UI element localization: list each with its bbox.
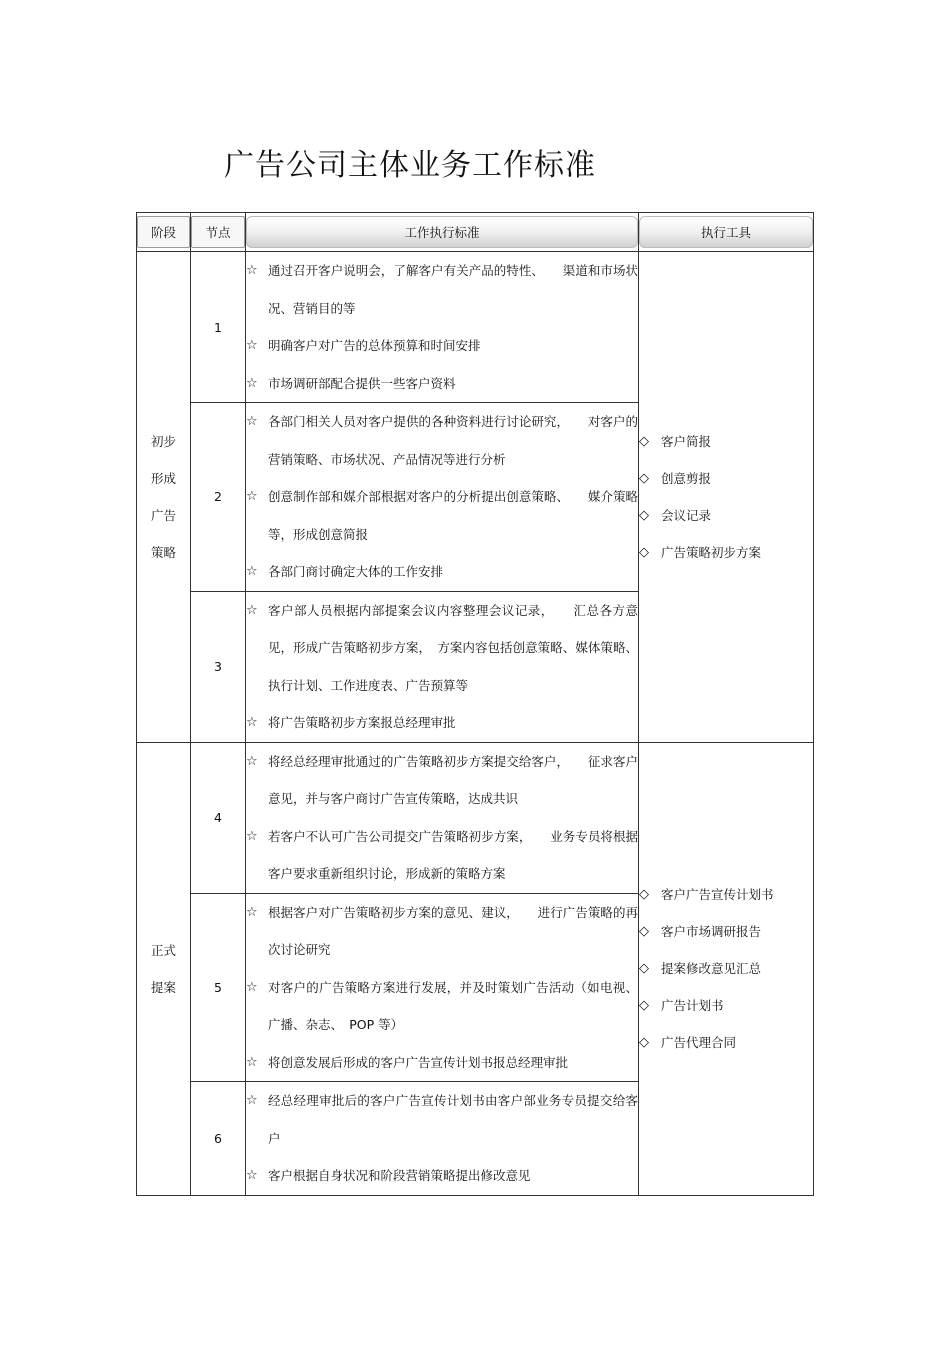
stage-label-line: 初步 <box>150 433 176 449</box>
table-row <box>137 252 814 403</box>
standard-cell <box>246 252 639 403</box>
page-title-text: 广告公司主体业务工作标准 <box>224 148 596 183</box>
header-standard: 工作执行标准 <box>246 213 639 252</box>
diamond-icon: ◇ <box>639 544 649 560</box>
node-number: 2 <box>191 403 246 592</box>
standard-item <box>246 327 638 365</box>
standard-item <box>246 403 638 478</box>
tool-item <box>639 423 813 460</box>
standard-item <box>246 478 638 553</box>
table-header-row <box>137 213 814 252</box>
standard-item-text: 根据客户对广告策略初步方案的意见、建议， 进行广告策略的再次讨论研究 <box>268 904 638 957</box>
star-icon: ☆ <box>246 1093 258 1108</box>
tool-item-text: 广告代理合同 <box>661 1035 737 1050</box>
tools-cell <box>639 252 814 743</box>
stage-label-line: 策略 <box>150 544 176 560</box>
standard-item <box>246 365 638 403</box>
tool-item <box>639 987 813 1024</box>
standard-cell <box>246 893 639 1082</box>
standard-item <box>246 969 638 1044</box>
standard-item-text: 将创意发展后形成的客户广告宣传计划书报总经理审批 <box>268 1054 569 1070</box>
diamond-icon: ◇ <box>639 507 649 523</box>
stage-label-line: 形成 <box>150 470 176 486</box>
page-title <box>0 140 950 184</box>
standard-item <box>246 743 638 818</box>
star-icon: ☆ <box>246 904 258 920</box>
diamond-icon: ◇ <box>639 433 649 449</box>
standard-item-text: 客户根据自身状况和阶段营销策略提出修改意见 <box>268 1168 531 1183</box>
stage-label-line: 广告 <box>150 507 176 523</box>
tool-item <box>639 876 813 913</box>
diamond-icon: ◇ <box>639 924 649 939</box>
stage-cell <box>137 252 191 743</box>
standard-item-text: 将广告策略初步方案报总经理审批 <box>268 715 456 730</box>
table-row <box>137 742 814 893</box>
star-icon: ☆ <box>246 414 258 429</box>
standard-cell <box>246 1082 639 1196</box>
star-icon: ☆ <box>246 979 258 995</box>
star-icon: ☆ <box>246 338 258 353</box>
star-icon: ☆ <box>246 753 258 769</box>
star-icon: ☆ <box>246 1054 258 1070</box>
tool-item-text: 提案修改意见汇总 <box>661 961 762 976</box>
standard-cell <box>246 403 639 592</box>
tool-item <box>639 950 813 987</box>
node-number: 3 <box>191 591 246 742</box>
standard-item <box>246 1157 638 1195</box>
standard-item <box>246 1044 638 1082</box>
standard-item-text: 若客户不认可广告公司提交广告策略初步方案， 业务专员将根据客户要求重新组织讨论，形成新的策略方案 <box>268 828 638 881</box>
standard-item <box>246 252 638 327</box>
standard-item-text: 市场调研部配合提供一些客户资料 <box>268 375 456 391</box>
tool-item-text: 客户广告宣传计划书 <box>661 887 774 902</box>
standard-item-text: 各部门商讨确定大体的工作安排 <box>268 564 444 579</box>
tool-item <box>639 1024 813 1061</box>
star-icon: ☆ <box>246 1168 258 1183</box>
standard-item-text: 明确客户对广告的总体预算和时间安排 <box>268 338 481 353</box>
node-number: 1 <box>191 252 246 403</box>
tool-item-text: 广告策略初步方案 <box>661 544 762 560</box>
stage-label-line: 提案 <box>150 979 176 995</box>
standard-item-text: 对客户的广告策略方案进行发展，并及时策划广告活动（如电视、广播、杂志、 POP 等） <box>268 979 638 1032</box>
tool-item <box>639 460 813 497</box>
standard-item-text: 通过召开客户说明会，了解客户有关产品的特性、 渠道和市场状况、营销目的等 <box>268 263 638 316</box>
standard-item <box>246 1082 638 1157</box>
standard-item-text: 将经总经理审批通过的广告策略初步方案提交给客户， 征求客户意见，并与客户商讨广告宣传策略，达成共识 <box>268 753 638 806</box>
star-icon: ☆ <box>246 375 258 391</box>
standard-item-text: 创意制作部和媒介部根据对客户的分析提出创意策略、 媒介策略等，形成创意简报 <box>268 489 638 542</box>
tool-item <box>639 497 813 534</box>
node-number: 4 <box>191 742 246 893</box>
standard-item-text: 客户部人员根据内部提案会议内容整理会议记录， 汇总各方意见，形成广告策略初步方案， 方案内容包括创意策略、媒体策略、执行计划、工作进度表、广告预算等 <box>268 602 638 693</box>
tools-cell <box>639 742 814 1195</box>
node-number: 5 <box>191 893 246 1082</box>
standard-cell <box>246 742 639 893</box>
diamond-icon: ◇ <box>639 998 649 1013</box>
star-icon: ☆ <box>246 828 258 844</box>
star-icon: ☆ <box>246 602 258 618</box>
diamond-icon: ◇ <box>639 887 649 902</box>
stage-label-line: 正式 <box>150 942 176 958</box>
star-icon: ☆ <box>246 263 258 278</box>
header-stage: 阶段 <box>137 213 191 252</box>
header-tools: 执行工具 <box>639 213 814 252</box>
standards-table <box>136 212 814 1196</box>
star-icon: ☆ <box>246 564 258 579</box>
standard-cell <box>246 591 639 742</box>
standard-item <box>246 818 638 893</box>
tool-item-text: 会议记录 <box>661 507 712 523</box>
stage-cell <box>137 742 191 1195</box>
diamond-icon: ◇ <box>639 961 649 976</box>
star-icon: ☆ <box>246 489 258 504</box>
diamond-icon: ◇ <box>639 1035 649 1050</box>
tool-item-text: 广告计划书 <box>661 998 724 1013</box>
tool-item-text: 创意剪报 <box>661 470 712 486</box>
standard-item-text: 经总经理审批后的客户广告宣传计划书由客户部业务专员提交给客户 <box>268 1093 638 1146</box>
standard-item <box>246 553 638 591</box>
standard-item <box>246 592 638 705</box>
tool-item-text: 客户市场调研报告 <box>661 924 762 939</box>
standard-item <box>246 894 638 969</box>
node-number: 6 <box>191 1082 246 1196</box>
star-icon: ☆ <box>246 715 258 730</box>
diamond-icon: ◇ <box>639 470 649 486</box>
tool-item-text: 客户简报 <box>661 433 712 449</box>
header-node: 节点 <box>191 213 246 252</box>
standard-item-text: 各部门相关人员对客户提供的各种资料进行讨论研究， 对客户的营销策略、市场状况、产品情况等进行分析 <box>268 414 638 467</box>
standard-item <box>246 704 638 742</box>
tool-item <box>639 534 813 571</box>
tool-item <box>639 913 813 950</box>
